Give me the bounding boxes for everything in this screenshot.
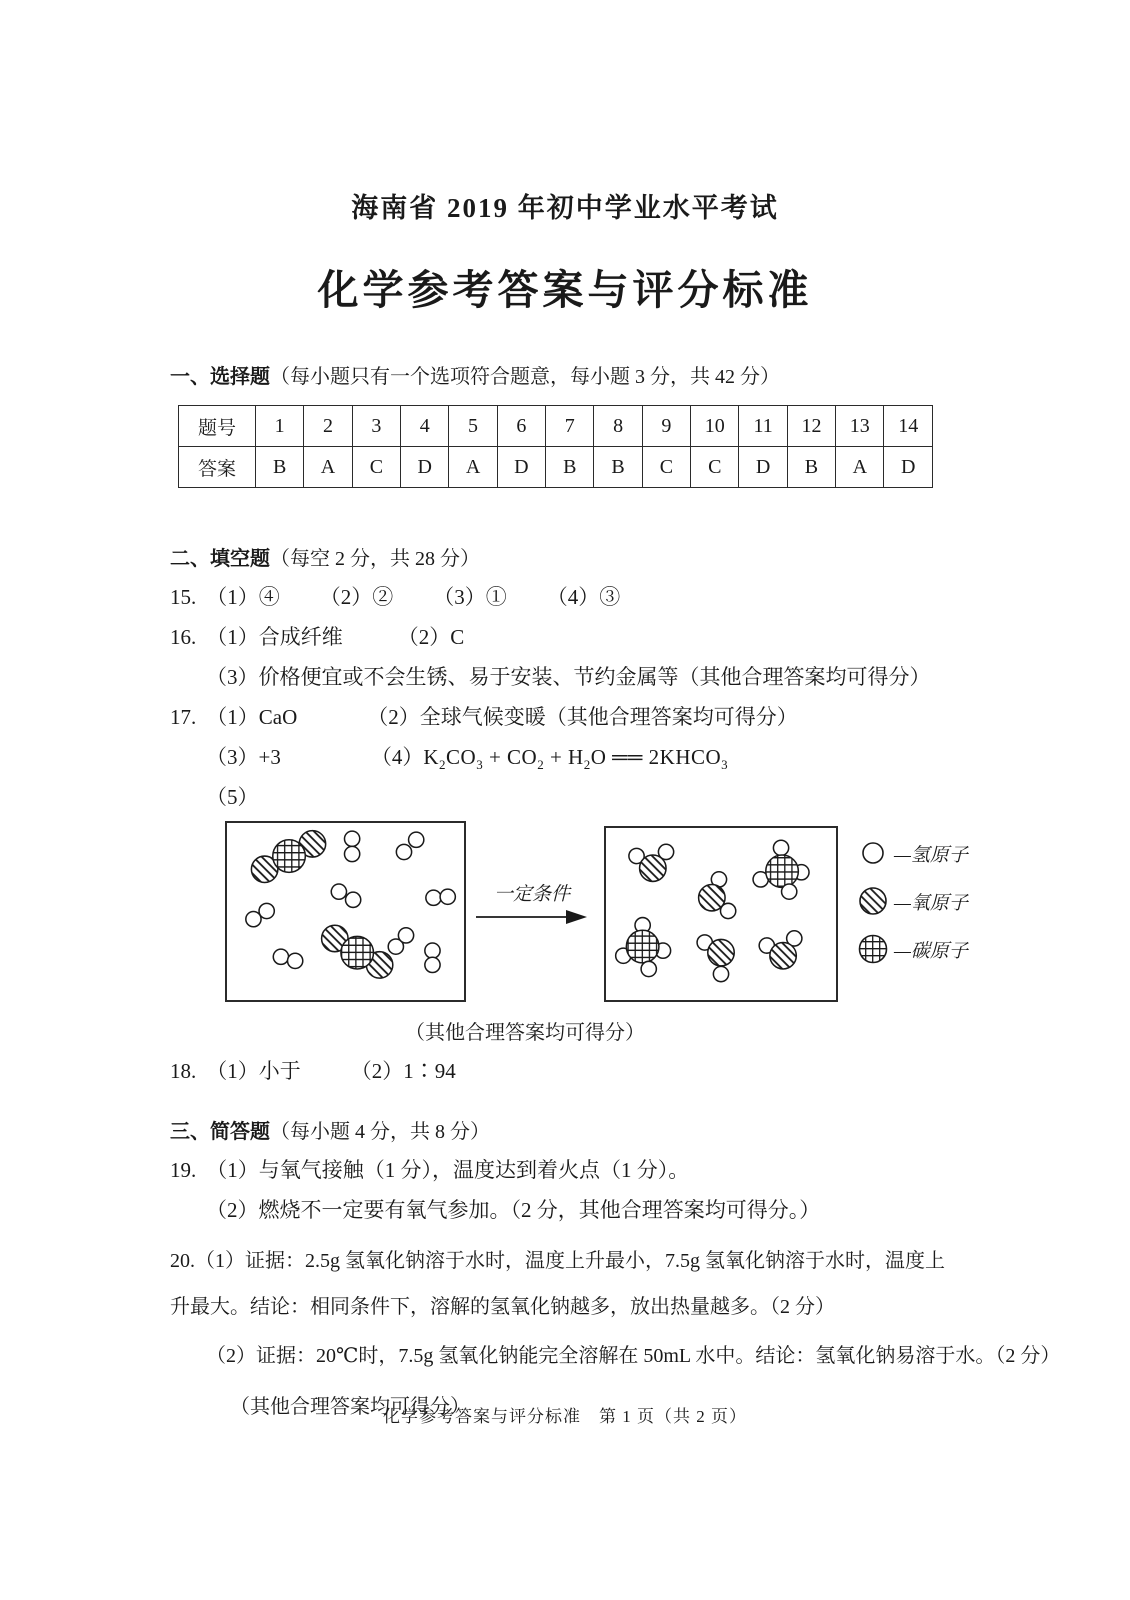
- answer-table-cell: 14: [884, 406, 933, 447]
- section-2-note: （每空 2 分，共 28 分）: [270, 548, 480, 570]
- question-17-part5-label: [170, 784, 1000, 811]
- question-19-answers-line2: [170, 1197, 1000, 1224]
- section-2-heading: [170, 542, 1000, 571]
- atom-legend: [858, 837, 968, 981]
- reaction-arrow-block: [476, 879, 588, 926]
- molecule-H2: [246, 903, 274, 926]
- reaction-diagram: [225, 821, 1000, 1002]
- answer-table-cell: B: [787, 447, 835, 488]
- molecule-H2: [396, 832, 423, 859]
- hydrogen-atom: [713, 966, 728, 981]
- answer-table-cell: B: [546, 447, 594, 488]
- answer-table-cell: D: [884, 447, 933, 488]
- oxygen-atom-icon: [858, 886, 888, 916]
- answer-table-cell: 9: [642, 406, 690, 447]
- answer-part: （2）证据：20℃时，7.5g 氢氧化钠能完全溶解在 50mL 水中。结论：氢氧化钠易溶于水。（2 分）: [206, 1345, 1061, 1367]
- answer-table-cell: 13: [836, 406, 884, 447]
- reactants-box: [225, 821, 466, 1002]
- hydrogen-atom: [425, 943, 440, 958]
- molecule-CO2: [322, 925, 393, 978]
- answer-text-line: 20.（1）证据：2.5g 氢氧化钠溶于水时，温度上升最小，7.5g 氢氧化钠溶于水时，温度上: [170, 1250, 945, 1272]
- hydrogen-atom: [346, 892, 361, 907]
- answer-table-row-answers: [179, 447, 933, 488]
- document-body: [170, 360, 1061, 1421]
- section-3-note: （每小题 4 分，共 8 分）: [270, 1121, 490, 1143]
- section-1-note: （每小题只有一个选项符合题意，每小题 3 分，共 42 分）: [270, 366, 780, 388]
- hydrogen-atom: [259, 903, 274, 918]
- answer-part: [371, 744, 728, 771]
- answer-table-cell: 8: [594, 406, 642, 447]
- part-label: （5）: [206, 785, 259, 809]
- legend-item-oxygen: [858, 885, 968, 917]
- answer-table-cell: 5: [449, 406, 497, 447]
- diagram-caption: （其他合理答案均可得分）: [405, 1022, 645, 1044]
- question-19-answers-line1: [170, 1157, 1000, 1184]
- legend-label: —氢原子: [894, 844, 968, 866]
- answer-table-cell: A: [449, 447, 497, 488]
- hydrogen-atom: [773, 840, 788, 855]
- molecule-H2: [425, 943, 440, 972]
- hydrogen-atom: [425, 957, 440, 972]
- molecule-CH4: [753, 840, 809, 899]
- question-15-answers: [170, 584, 1000, 611]
- hydrogen-atom: [288, 953, 303, 968]
- answer-part: （2）1∶94: [350, 1059, 456, 1083]
- legend-item-carbon: [858, 933, 968, 965]
- answer-table-row-numbers: [179, 406, 933, 447]
- answer-table-cell: 1: [256, 406, 304, 447]
- answer-table-cell: A: [304, 447, 352, 488]
- answer-part: （2）全球气候变暖（其他合理答案均可得分）: [367, 705, 798, 729]
- answer-table-cell: 4: [401, 406, 449, 447]
- answer-part: （1）CaO: [206, 705, 298, 729]
- answer-table-cell: 6: [497, 406, 545, 447]
- answer-part: （1）④: [206, 585, 280, 609]
- legend-item-hydrogen: [858, 837, 968, 869]
- answer-table-cell: B: [594, 447, 642, 488]
- answer-table-cell: C: [352, 447, 400, 488]
- document-title: 化学参考答案与评分标准: [317, 267, 813, 313]
- hydrogen-atom: [641, 961, 656, 976]
- hydrogen-atom: [782, 884, 797, 899]
- answer-table-cell: D: [401, 447, 449, 488]
- answer-table-cell: C: [691, 447, 739, 488]
- section-1-heading: [170, 360, 1000, 389]
- molecule-H2O: [697, 935, 734, 982]
- answer-part: （2）C: [397, 625, 465, 649]
- section-2-title: 二、填空题: [170, 548, 270, 570]
- row-header-numbers: 题号: [179, 406, 256, 447]
- carbon-atom-icon: [858, 934, 888, 964]
- question-17-answers-line2: [170, 744, 1000, 771]
- question-number: 15.: [170, 585, 197, 609]
- hydrogen-atom: [344, 831, 359, 846]
- row-header-answers: 答案: [179, 447, 256, 488]
- hydrogen-atom: [396, 844, 411, 859]
- answer-text-line: 升最大。结论：相同条件下，溶解的氢氧化钠越多，放出热量越多。（2 分）: [170, 1296, 835, 1318]
- carbon-atom: [626, 930, 659, 963]
- answer-part: （3）价格便宜或不会生锈、易于安装、节约金属等（其他合理答案均可得分）: [206, 665, 931, 689]
- question-20-part1: [170, 1238, 1094, 1330]
- answer-table-cell: 10: [691, 406, 739, 447]
- answer-table-cell: 7: [546, 406, 594, 447]
- answer-table-cell: 2: [304, 406, 352, 447]
- answer-part: （2）燃烧不一定要有氧气参加。（2 分，其他合理答案均可得分。）: [206, 1198, 821, 1222]
- legend-label: —氧原子: [894, 892, 968, 914]
- part-label: （4）: [370, 745, 424, 769]
- answer-part: （3）+3: [206, 745, 281, 769]
- carbon-atom: [273, 840, 306, 873]
- question-20-part2: [170, 1343, 1061, 1370]
- answer-table-cell: D: [739, 447, 787, 488]
- section-1-title: 一、选择题: [170, 366, 270, 388]
- hydrogen-atom: [273, 949, 288, 964]
- answer-table-cell: B: [256, 447, 304, 488]
- answer-part: （1）小于: [206, 1059, 301, 1083]
- note-text: （其他合理答案均可得分）: [230, 1396, 470, 1418]
- molecule-H2: [344, 831, 359, 862]
- hydrogen-atom: [720, 903, 735, 918]
- answer-part: （3）①: [433, 585, 507, 609]
- question-17-answers-line1: [170, 704, 1000, 731]
- answer-table-cell: A: [836, 447, 884, 488]
- molecule-H2: [331, 884, 360, 907]
- exam-title: 海南省 2019 年初中学业水平考试: [351, 193, 779, 223]
- oxygen-atom: [770, 942, 796, 968]
- answer-part: （2）②: [319, 585, 394, 609]
- question-number: 18.: [170, 1059, 197, 1083]
- molecule-H2: [426, 889, 455, 905]
- question-16-answers-line2: [170, 664, 1000, 691]
- molecule-H2O: [759, 931, 802, 969]
- page-footer: 化学参考答案与评分标准 第 1 页（共 2 页）: [383, 1407, 747, 1426]
- answer-table-cell: C: [642, 447, 690, 488]
- molecule-H2: [388, 928, 413, 954]
- molecule-H2O: [699, 872, 736, 919]
- answer-part: （1）与氧气接触（1 分），温度达到着火点（1 分）。: [206, 1158, 690, 1182]
- legend-label: —碳原子: [894, 940, 968, 962]
- section-3-title: 三、简答题: [170, 1121, 270, 1143]
- hydrogen-atom: [440, 889, 455, 904]
- question-16-answers-line1: [170, 624, 1000, 651]
- answer-table: [178, 405, 933, 488]
- question-18-answers: [170, 1058, 1000, 1085]
- oxygen-atom: [708, 939, 734, 965]
- question-number: 16.: [170, 625, 197, 649]
- chemical-equation: $K_2CO_3 + CO_2 + H_2O$ ══ $2KHCO_3$: [423, 745, 729, 773]
- hydrogen-atom: [426, 890, 441, 905]
- hydrogen-atom: [344, 846, 359, 861]
- section-3-heading: [170, 1115, 1000, 1144]
- hydrogen-atom: [331, 884, 346, 899]
- right-arrow-icon: [476, 908, 588, 926]
- question-number: 19.: [170, 1158, 197, 1182]
- answer-table-cell: 12: [787, 406, 835, 447]
- molecule-CH4: [616, 918, 671, 977]
- hydrogen-atom-icon: [858, 838, 888, 868]
- answer-table-cell: 11: [739, 406, 787, 447]
- arrow-condition-label: 一定条件: [493, 884, 570, 905]
- molecule-CO2: [251, 831, 325, 883]
- products-box: [604, 826, 838, 1002]
- oxygen-atom: [640, 855, 666, 881]
- answer-part: （4）③: [546, 585, 621, 609]
- hydrogen-atom: [398, 928, 413, 943]
- answer-table-cell: D: [497, 447, 545, 488]
- answer-part: （1）合成纤维: [206, 625, 343, 649]
- question-number: 17.: [170, 705, 197, 729]
- answer-table-cell: 3: [352, 406, 400, 447]
- molecule-H2: [273, 949, 302, 968]
- hydrogen-atom: [409, 832, 424, 847]
- carbon-atom: [341, 936, 374, 969]
- carbon-atom: [766, 855, 799, 888]
- molecule-H2O: [629, 844, 674, 881]
